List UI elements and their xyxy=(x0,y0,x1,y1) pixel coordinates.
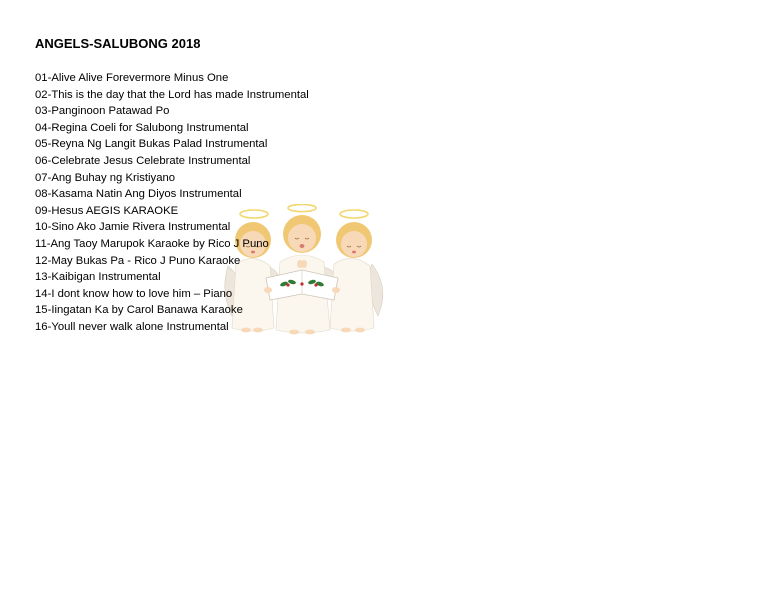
list-item: 11-Ang Taoy Marupok Karaoke by Rico J Puno xyxy=(35,237,269,250)
right-angel xyxy=(330,222,374,331)
list-item: 13-Kaibigan Instrumental xyxy=(35,271,161,284)
song-list xyxy=(35,70,309,336)
list-item: 02-This is the day that the Lord has made Instrumental xyxy=(35,88,309,101)
list-item: 01-Alive Alive Forevermore Minus One xyxy=(35,72,229,84)
list-item: 12-May Bukas Pa - Rico J Puno Karaoke xyxy=(35,254,241,267)
list-item: 07-Ang Buhay ng Kristiyano xyxy=(35,171,176,184)
list-item: 09-Hesus AEGIS KARAOKE xyxy=(35,204,179,217)
list-item: 14-I dont know how to love him – Piano xyxy=(35,287,233,300)
list-item: 05-Reyna Ng Langit Bukas Palad Instrumental xyxy=(35,138,268,151)
document-title: ANGELS-SALUBONG 2018 xyxy=(35,36,201,51)
list-item: 16-Youll never walk alone Instrumental xyxy=(35,320,229,333)
list-item: 08-Kasama Natin Ang Diyos Instrumental xyxy=(35,188,242,201)
list-item: 03-Panginoon Patawad Po xyxy=(35,105,170,118)
list-item: 04-Regina Coeli for Salubong Instrumental xyxy=(35,121,249,134)
list-item: 06-Celebrate Jesus Celebrate Instrumental xyxy=(35,154,251,167)
list-item: 15-Iingatan Ka by Carol Banawa Karaoke xyxy=(35,304,243,317)
list-item: 10-Sino Ako Jamie Rivera Instrumental xyxy=(35,221,231,234)
